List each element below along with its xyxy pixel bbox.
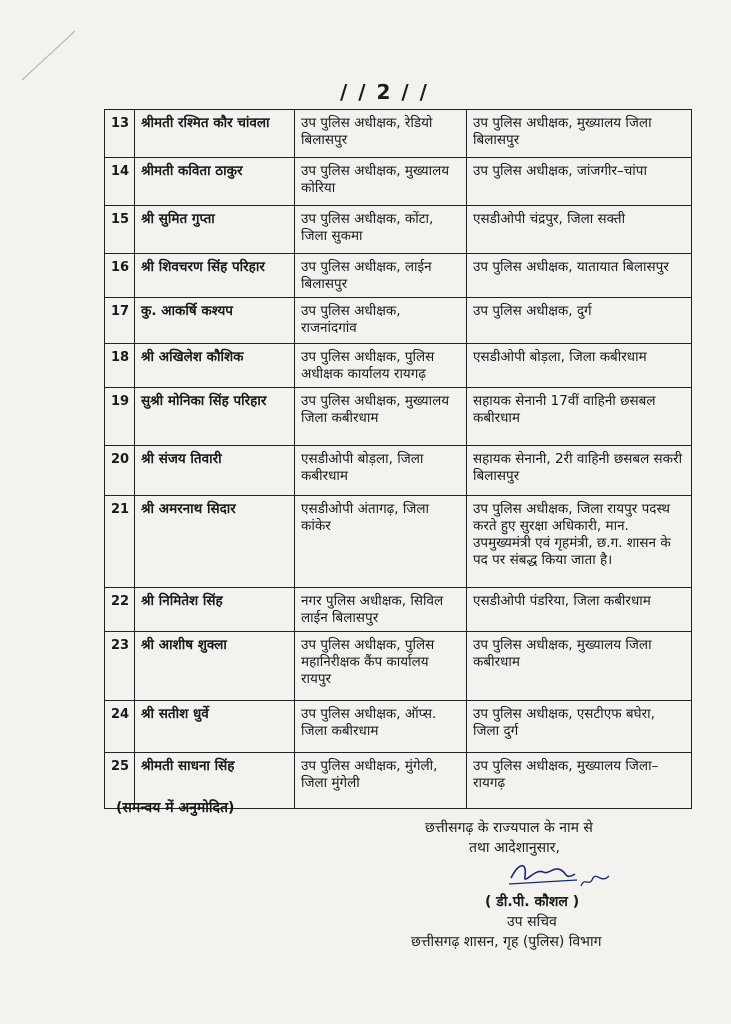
current-posting: उप पुलिस अधीक्षक, पुलिस अधीक्षक कार्यालय रायगढ़ (295, 344, 467, 388)
serial-number: 14 (105, 158, 135, 206)
current-posting: उप पुलिस अधीक्षक, मुंगेली, जिला मुंगेली (295, 753, 467, 809)
table-row (105, 496, 692, 588)
table-row (105, 588, 692, 632)
serial-number: 21 (105, 496, 135, 588)
serial-number: 18 (105, 344, 135, 388)
department-line: छत्तीसगढ़ शासन, गृह (पुलिस) विभाग (411, 934, 602, 950)
signatory-designation: उप सचिव (507, 914, 557, 930)
new-posting: एसडीओपी बोड़ला, जिला कबीरधाम (467, 344, 692, 388)
table-row (105, 298, 692, 344)
order-line-2: तथा आदेशानुसार, (469, 840, 560, 856)
officer-name: श्री सतीश धुर्वे (135, 701, 295, 753)
officer-name: सुश्री मोनिका सिंह परिहार (135, 388, 295, 446)
officer-name: श्री निमितेश सिंह (135, 588, 295, 632)
signatory-name: ( डी.पी. कौशल ) (485, 894, 580, 910)
table-row (105, 110, 692, 158)
current-posting: उप पुलिस अधीक्षक, लाईन बिलासपुर (295, 254, 467, 298)
table-row (105, 254, 692, 298)
new-posting: सहायक सेनानी 17वीं वाहिनी छसबल कबीरधाम (467, 388, 692, 446)
serial-number: 19 (105, 388, 135, 446)
current-posting: एसडीओपी अंतागढ़, जिला कांकेर (295, 496, 467, 588)
officer-name: श्री संजय तिवारी (135, 446, 295, 496)
new-posting: उप पुलिस अधीक्षक, जांजगीर–चांपा (467, 158, 692, 206)
current-posting: उप पुलिस अधीक्षक, कोंटा, जिला सुकमा (295, 206, 467, 254)
table-row (105, 206, 692, 254)
table-row (105, 158, 692, 206)
officer-name: श्री अखिलेश कौशिक (135, 344, 295, 388)
officer-name: कु. आकर्षि कश्यप (135, 298, 295, 344)
table-row (105, 701, 692, 753)
new-posting: उप पुलिस अधीक्षक, एसटीएफ बघेरा, जिला दुर्ग (467, 701, 692, 753)
new-posting: सहायक सेनानी, 2री वाहिनी छसबल सकरी बिलासपुर (467, 446, 692, 496)
new-posting: उप पुलिस अधीक्षक, मुख्यालय जिला–रायगढ़ (467, 753, 692, 809)
new-posting: उप पुलिस अधीक्षक, मुख्यालय जिला कबीरधाम (467, 632, 692, 701)
table-row (105, 344, 692, 388)
new-posting: उप पुलिस अधीक्षक, दुर्ग (467, 298, 692, 344)
handwritten-signature (425, 858, 715, 892)
current-posting: उप पुलिस अधीक्षक, ऑप्स. जिला कबीरधाम (295, 701, 467, 753)
transfer-table (104, 109, 692, 809)
table-row (105, 446, 692, 496)
table-row (105, 632, 692, 701)
officer-name: श्रीमती कविता ठाकुर (135, 158, 295, 206)
serial-number: 25 (105, 753, 135, 809)
current-posting: उप पुलिस अधीक्षक, मुख्यालय कोरिया (295, 158, 467, 206)
signature-block (411, 818, 715, 952)
current-posting: उप पुलिस अधीक्षक, रेडियो बिलासपुर (295, 110, 467, 158)
serial-number: 13 (105, 110, 135, 158)
officer-name: श्री अमरनाथ सिदार (135, 496, 295, 588)
officer-name: श्री आशीष शुक्ला (135, 632, 295, 701)
current-posting: एसडीओपी बोड़ला, जिला कबीरधाम (295, 446, 467, 496)
officer-name: श्री शिवचरण सिंह परिहार (135, 254, 295, 298)
page-number: / / 2 / / (340, 80, 429, 104)
serial-number: 22 (105, 588, 135, 632)
current-posting: उप पुलिस अधीक्षक, पुलिस महानिरीक्षक कैंप कार्यालय रायपुर (295, 632, 467, 701)
officer-name: श्रीमती रश्मित कौर चांवला (135, 110, 295, 158)
new-posting: उप पुलिस अधीक्षक, जिला रायपुर पदस्थ करते हुए सुरक्षा अधिकारी, मान. उपमुख्यमंत्री एवं गृहमंत्री, छ.ग. शासन के पद पर संबद्ध किया जाता है। (467, 496, 692, 588)
serial-number: 15 (105, 206, 135, 254)
serial-number: 23 (105, 632, 135, 701)
order-line-1: छत्तीसगढ़ के राज्यपाल के नाम से (425, 820, 593, 836)
officer-name: श्री सुमित गुप्ता (135, 206, 295, 254)
current-posting: नगर पुलिस अधीक्षक, सिविल लाईन बिलासपुर (295, 588, 467, 632)
serial-number: 16 (105, 254, 135, 298)
serial-number: 20 (105, 446, 135, 496)
approval-note: (समन्वय में अनुमोदित) (116, 800, 235, 816)
new-posting: एसडीओपी पंडरिया, जिला कबीरधाम (467, 588, 692, 632)
serial-number: 17 (105, 298, 135, 344)
serial-number: 24 (105, 701, 135, 753)
new-posting: उप पुलिस अधीक्षक, मुख्यालय जिला बिलासपुर (467, 110, 692, 158)
scan-corner-line (20, 25, 80, 85)
new-posting: एसडीओपी चंद्रपुर, जिला सक्ती (467, 206, 692, 254)
current-posting: उप पुलिस अधीक्षक, मुख्यालय जिला कबीरधाम (295, 388, 467, 446)
current-posting: उप पुलिस अधीक्षक, राजनांदगांव (295, 298, 467, 344)
new-posting: उप पुलिस अधीक्षक, यातायात बिलासपुर (467, 254, 692, 298)
officer-name: श्रीमती साधना सिंह (135, 753, 295, 809)
table-row (105, 388, 692, 446)
